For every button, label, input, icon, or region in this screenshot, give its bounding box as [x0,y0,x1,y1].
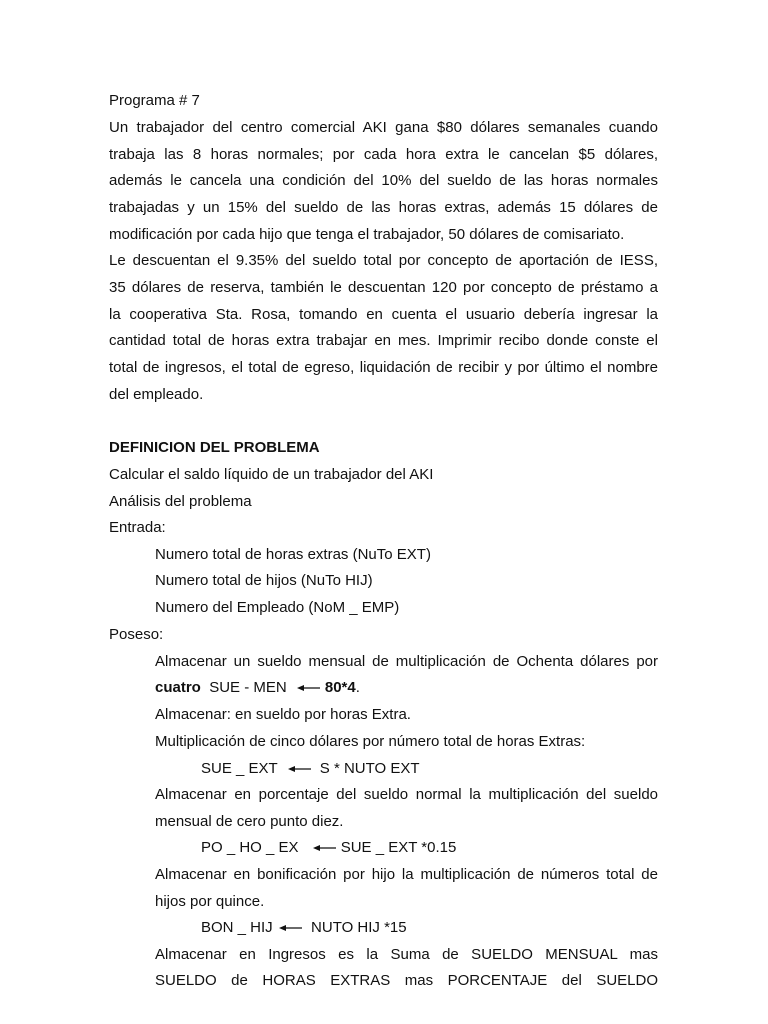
step5-formula [201,919,407,937]
step3-variable: SUE _ EXT [201,760,278,777]
step5-variable: BON _ HIJ [201,919,273,936]
step5-expression: NUTO HIJ *15 [311,919,407,936]
analisis-label: Análisis del problema [109,493,252,510]
definicion-heading: DEFINICION DEL PROBLEMA [109,439,320,456]
left-arrow-icon [288,764,312,774]
step5-line1: Almacenar en bonificación por hijo la multiplicación de números total de [155,866,658,883]
step3-text: Multiplicación de cinco dólares por número total de horas Extras: [155,733,586,750]
step4-line2: mensual de cero punto diez. [155,813,344,830]
step4-expression: SUE _ EXT *0.15 [340,839,457,856]
step1-period: . [355,679,360,696]
entrada-item-2: Numero total de hijos (NuTo HIJ) [155,572,373,589]
step1-variable: SUE - MEN [209,679,287,696]
problem-line-2: trabaja las 8 horas normales; por cada hora extra le cancelan $5 dólares, [109,146,658,163]
step5-line2: hijos por quince. [155,893,265,910]
step4-variable: PO _ HO _ EX [201,839,299,856]
programa-title: Programa # 7 [109,92,200,109]
problem-line-8: la cooperativa Sta. Rosa, tomando en cuenta el usuario debería ingresar la [109,306,658,323]
problem-line-6: Le descuentan el 9.35% del sueldo total por concepto de aportación de IESS, [109,252,658,269]
problem-line-1: Un trabajador del centro comercial AKI gana $80 dólares semanales cuando [109,119,658,136]
step1-expression: 80*4 [324,679,356,696]
step1-formula [155,679,360,697]
problem-line-9: cantidad total de horas extra trabajar en mes. Imprimir recibo donde conste el [109,332,658,349]
problem-line-11: del empleado. [109,386,204,403]
step4-line1: Almacenar en porcentaje del sueldo normal la multiplicación del sueldo [155,786,658,803]
step3-expression: S * NUTO EXT [319,760,420,777]
left-arrow-icon [297,683,321,693]
step6-line2: SUELDO de HORAS EXTRAS mas PORCENTAJE del SUELDO [155,972,658,989]
left-arrow-icon [279,923,303,933]
step3-formula [201,760,420,778]
step2-text: Almacenar: en sueldo por horas Extra. [155,706,411,723]
problem-line-10: total de ingresos, el total de egreso, liquidación de recibir y por último el nombre [109,359,658,376]
problem-line-4: trabajadas y un 15% del sueldo de las horas extras, además 15 dólares de [109,199,658,216]
left-arrow-icon [313,843,337,853]
problem-line-7: 35 dólares de reserva, también le descuentan 120 por concepto de préstamo a [109,279,658,296]
problem-line-3: además le cancela una condición del 10% del sueldo de las horas normales [109,172,658,189]
problem-line-5: modificación por cada hijo que tenga el trabajador, 50 dólares de comisariato. [109,226,625,243]
entrada-item-1: Numero total de horas extras (NuTo EXT) [155,546,431,563]
definicion-text: Calcular el saldo líquido de un trabajador del AKI [109,466,434,483]
step6-line1: Almacenar en Ingresos es la Suma de SUELDO MENSUAL mas [155,946,658,963]
entrada-label: Entrada: [109,519,166,536]
step4-formula [201,839,456,857]
step1-line1: Almacenar un sueldo mensual de multiplicación de Ochenta dólares por [155,653,658,670]
entrada-item-3: Numero del Empleado (NoM _ EMP) [155,599,400,616]
proceso-label: Poseso: [109,626,164,643]
step1-bold-word: cuatro [155,679,201,696]
